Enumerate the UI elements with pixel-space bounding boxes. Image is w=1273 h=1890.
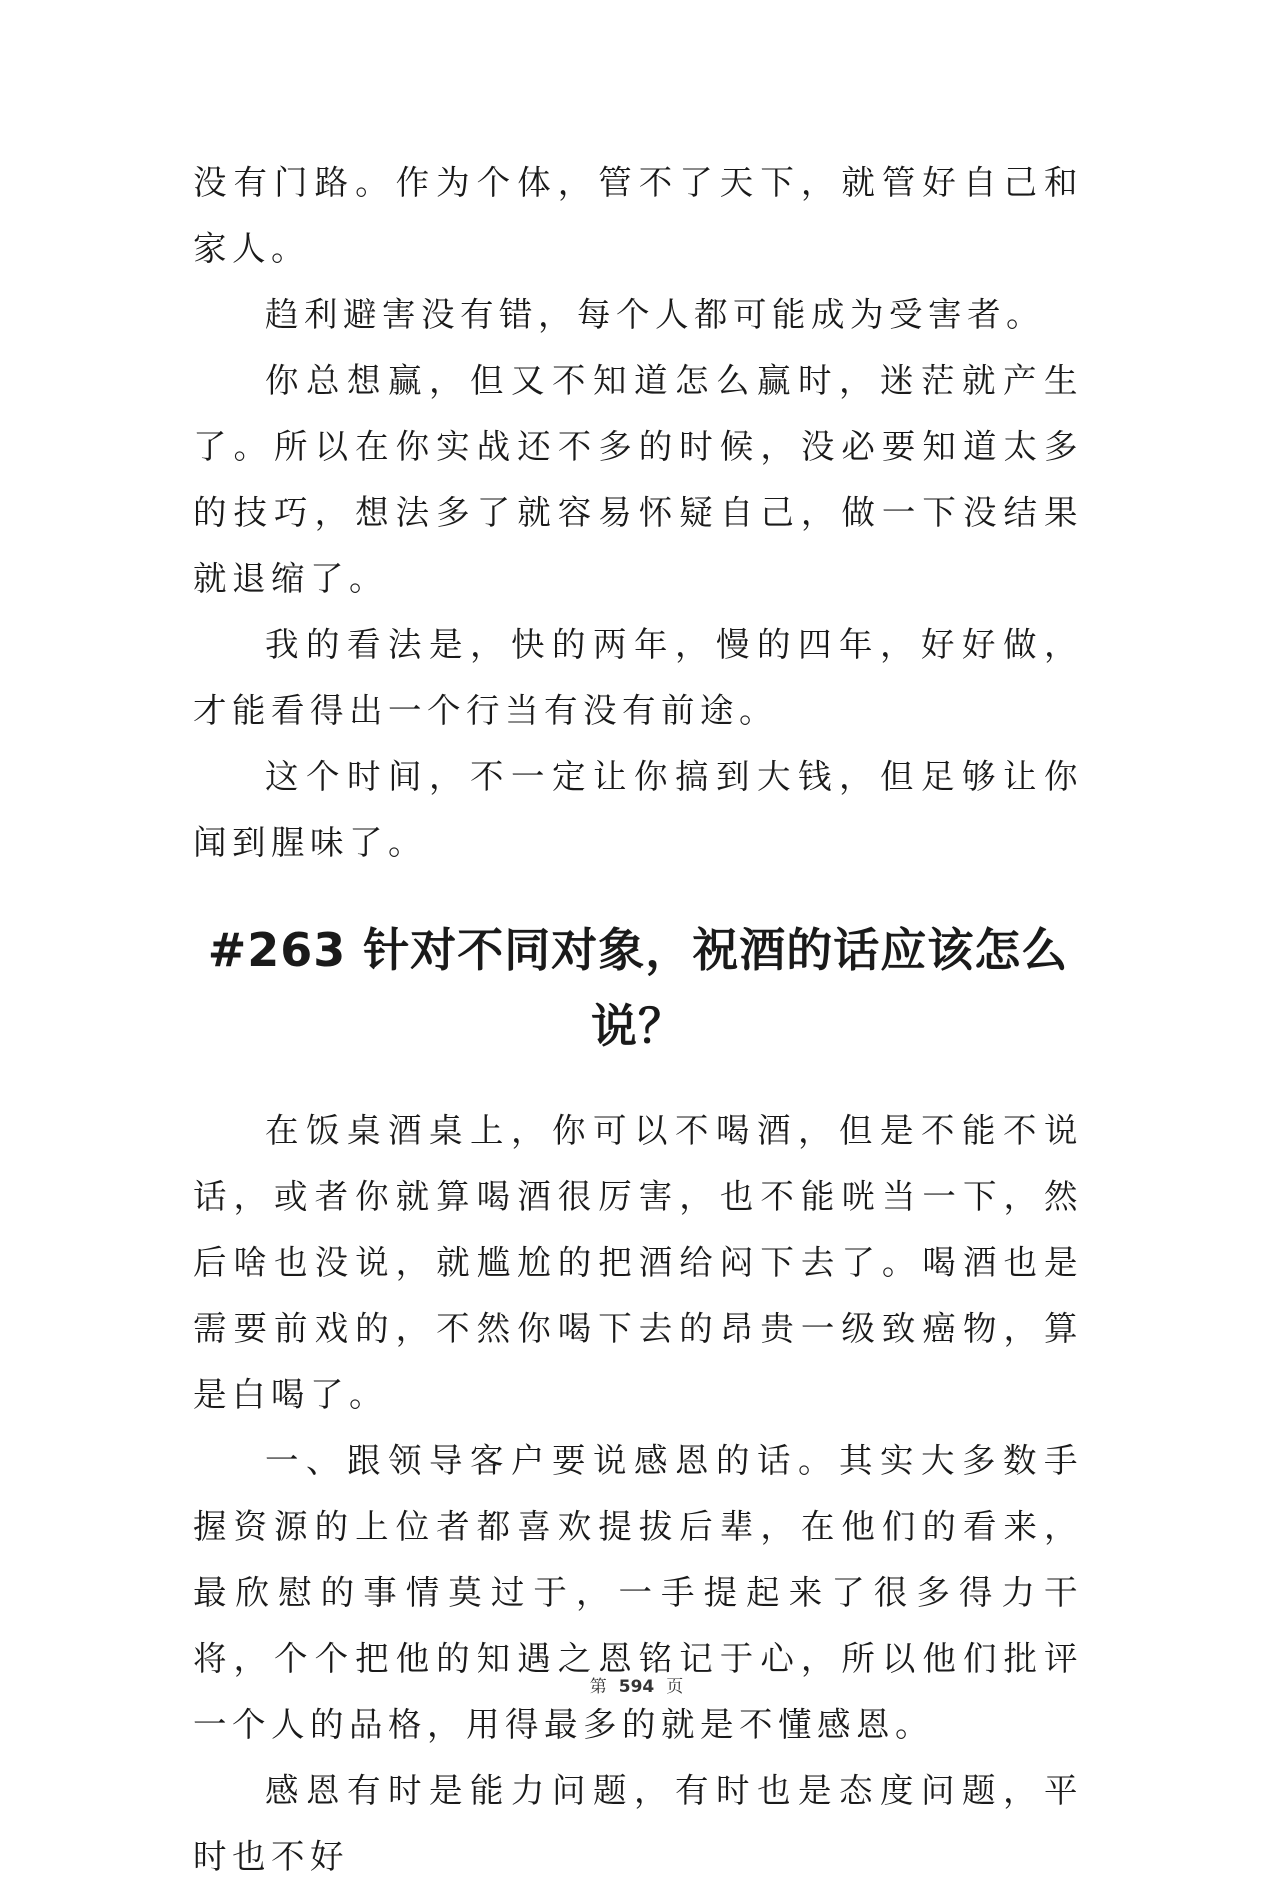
paragraph: 你总想赢，但又不知道怎么赢时，迷茫就产生了。所以在你实战还不多的时候，没必要知道太多的技巧，想法多了就容易怀疑自己，做一下没结果就退缩了。	[193, 361, 1083, 598]
paragraph: 感恩有时是能力问题，有时也是态度问题，平时也不好	[193, 1771, 1083, 1876]
page-number-suffix: 页	[666, 1677, 684, 1697]
paragraph: 在饭桌酒桌上，你可以不喝酒，但是不能不说话，或者你就算喝酒很厉害，也不能咣当一下，然后啥也没说，就尴尬的把酒给闷下去了。喝酒也是需要前戏的，不然你喝下去的昂贵一级致癌物，算是白喝了。	[193, 1111, 1083, 1414]
section-heading: #263 针对不同对象，祝酒的话应该怎么说？	[207, 923, 1069, 1053]
paragraph: 没有门路。作为个体，管不了天下，就管好自己和家人。	[193, 163, 1083, 268]
page-number-prefix: 第	[589, 1677, 607, 1697]
bottom-paragraphs	[193, 1098, 1083, 1890]
paragraph: 趋利避害没有错，每个人都可能成为受害者。	[265, 295, 1045, 334]
paragraph: 这个时间，不一定让你搞到大钱，但足够让你闻到腥味了。	[193, 757, 1083, 862]
page-number: 594	[618, 1677, 655, 1697]
paragraph: 一、跟领导客户要说感恩的话。其实大多数手握资源的上位者都喜欢提拔后辈，在他们的看来，最欣慰的事情莫过于，一手提起来了很多得力干将，个个把他的知遇之恩铭记于心，所以他们批评一个人的品格，用得最多的就是不懂感恩。	[193, 1441, 1083, 1744]
top-paragraphs	[193, 150, 1083, 876]
page-footer	[0, 1672, 1273, 1697]
paragraph: 我的看法是，快的两年，慢的四年，好好做，才能看得出一个行当有没有前途。	[193, 625, 1083, 730]
document-page	[193, 150, 1083, 1890]
